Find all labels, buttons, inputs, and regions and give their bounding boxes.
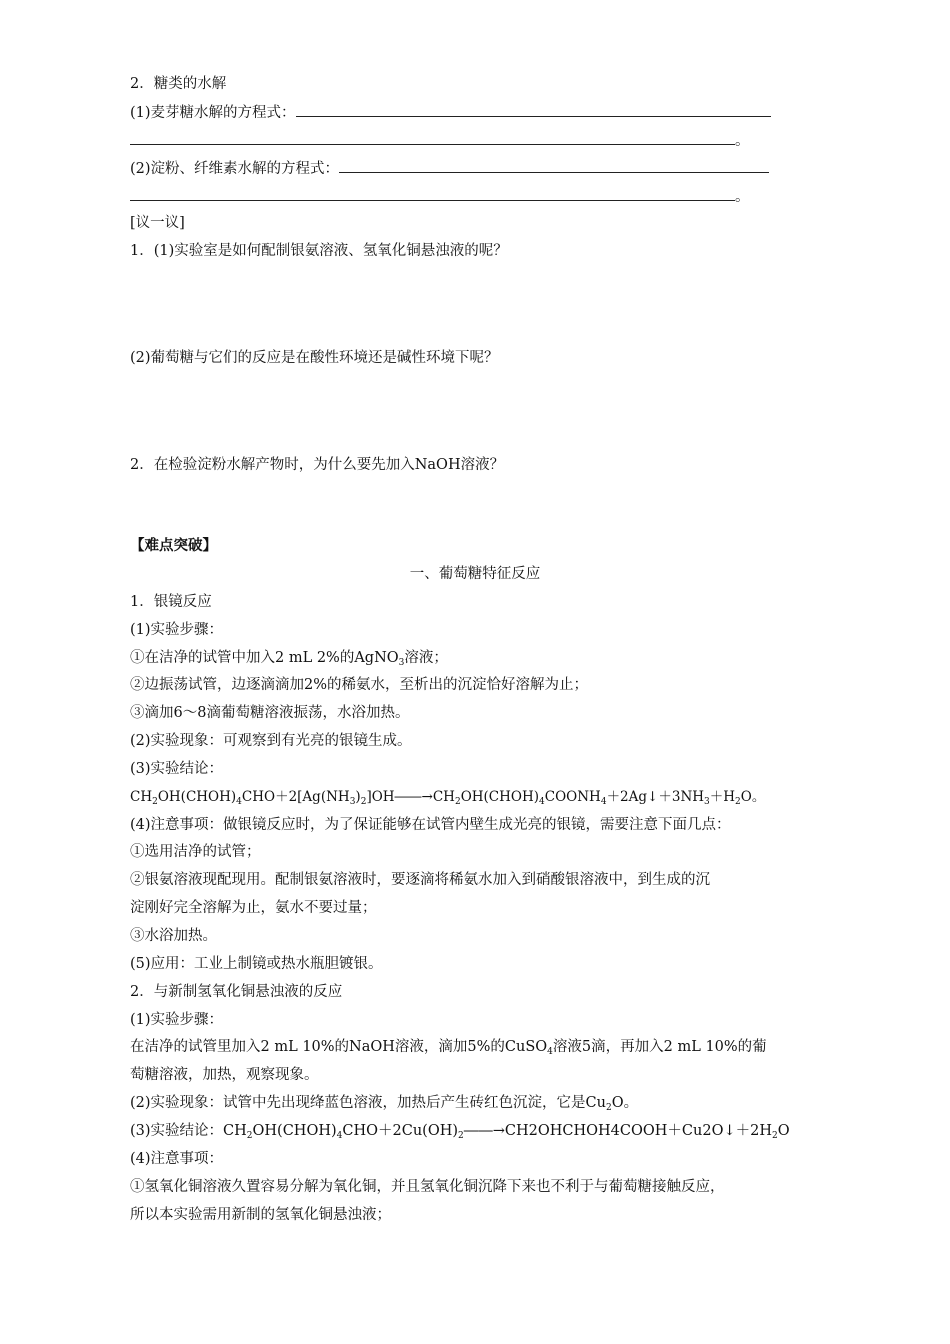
copper-notes-title: (4)注意事项： <box>130 1151 224 1167</box>
discuss-question-1a: 1．(1)实验室是如何配制银氨溶液、氢氧化铜悬浊液的呢？ <box>130 243 508 259</box>
subscript: 4 <box>547 1047 553 1057</box>
review-question-1-continued <box>130 130 750 151</box>
silver-note-2a: ②银氨溶液现配现用。配制银氨溶液时，要逐滴将稀氨水加入到硝酸银溶液中，到生成的沉 <box>130 872 710 888</box>
subscript: 3 <box>704 797 710 807</box>
silver-step-1-text-end: 溶液； <box>404 650 448 666</box>
copper-heading: 2．与新制氢氧化铜悬浊液的反应 <box>130 984 343 1000</box>
copper-note-1b: 所以本实验需用新制的氢氧化铜悬浊液； <box>130 1207 391 1223</box>
eq-part: OH(CHOH) <box>460 789 540 805</box>
silver-steps-title: (1)实验步骤： <box>130 622 224 638</box>
subscript: 2 <box>246 1131 253 1141</box>
review-question-2-label: (2)淀粉、纤维素水解的方程式： <box>130 161 340 177</box>
silver-mirror-heading: 1．银镜反应 <box>130 594 212 610</box>
copper-phenomenon <box>130 1093 638 1113</box>
copper-step-a <box>130 1037 767 1057</box>
eq-part: ) <box>355 789 361 805</box>
silver-note-2b: 淀刚好完全溶解为止，氨水不要过量； <box>130 900 377 916</box>
copper-step-text: 溶液5滴，再加入2 mL 10%的葡 <box>552 1039 767 1055</box>
review-question-1-label: (1)麦芽糖水解的方程式： <box>130 105 296 121</box>
answer-blank <box>130 186 735 201</box>
eq-part: ――→CH2OHCHOH4COOH＋Cu2O↓＋2H <box>463 1123 772 1139</box>
eq-part: CHO＋2[Ag(NH <box>241 789 350 805</box>
subscript: 3 <box>398 658 405 668</box>
eq-part: ＋H <box>709 789 736 805</box>
copper-step-text: 在洁净的试管里加入2 mL 10%的NaOH溶液，滴加5%的CuSO <box>130 1039 548 1055</box>
discuss-heading: [议一议] <box>130 215 185 231</box>
eq-part: O <box>777 1123 790 1139</box>
eq-part: ＋2Ag↓＋3NH <box>606 789 705 805</box>
subscript: 2 <box>152 797 158 807</box>
eq-part: OH(CHOH) <box>252 1123 337 1139</box>
silver-notes-title: (4)注意事项：做银镜反应时，为了保证能够在试管内壁生成光亮的银镜，需要注意下面几点： <box>130 817 731 833</box>
breakthrough-heading: 【难点突破】 <box>130 537 217 554</box>
eq-part: COONH <box>544 789 601 805</box>
subscript: 2 <box>735 797 741 807</box>
copper-phenomenon-text: (2)实验现象：试管中先出现绛蓝色溶液，加热后产生砖红色沉淀，它是Cu <box>130 1095 606 1111</box>
end-mark: 。 <box>735 189 750 205</box>
discuss-question-2: 2．在检验淀粉水解产物时，为什么要先加入NaOH溶液？ <box>130 457 505 473</box>
review-question-2 <box>130 158 769 179</box>
copper-steps-title: (1)实验步骤： <box>130 1012 224 1028</box>
end-mark: 。 <box>735 133 750 149</box>
copper-conclusion <box>130 1121 790 1141</box>
silver-equation <box>130 787 765 807</box>
review-question-2-continued <box>130 186 750 207</box>
answer-blank <box>130 130 735 145</box>
subscript: 3 <box>349 797 356 807</box>
copper-phenomenon-text: O。 <box>611 1095 639 1111</box>
eq-part: CHO＋2Cu(OH) <box>342 1123 459 1139</box>
subscript: 4 <box>236 797 242 807</box>
copper-note-1a: ①氢氧化铜溶液久置容易分解为氧化铜，并且氢氧化铜沉降下来也不利于与葡萄糖接触反应， <box>130 1179 725 1195</box>
silver-application: (5)应用：工业上制镜或热水瓶胆镀银。 <box>130 956 383 972</box>
subscript: 2 <box>771 1131 778 1141</box>
discuss-question-1b: (2)葡萄糖与它们的反应是在酸性环境还是碱性环境下呢？ <box>130 350 499 366</box>
section-title: 一、葡萄糖特征反应 <box>409 566 541 582</box>
subscript: 2 <box>360 797 367 807</box>
answer-blank <box>296 102 771 117</box>
subscript: 4 <box>336 1131 343 1141</box>
silver-step-2: ②边振荡试管，边逐滴滴加2%的稀氨水，至析出的沉淀恰好溶解为止； <box>130 677 589 693</box>
review-question-1 <box>130 102 771 123</box>
silver-step-1 <box>130 648 448 668</box>
silver-note-1: ①选用洁净的试管； <box>130 844 261 860</box>
review-heading: 2．糖类的水解 <box>130 76 227 92</box>
subscript: 2 <box>605 1103 612 1113</box>
copper-step-b: 萄糖溶液，加热，观察现象。 <box>130 1067 319 1083</box>
answer-blank <box>339 158 769 173</box>
subscript: 2 <box>454 797 461 807</box>
silver-note-3: ③水浴加热。 <box>130 928 217 944</box>
silver-step-3: ③滴加6～8滴葡萄糖溶液振荡，水浴加热。 <box>130 705 410 721</box>
subscript: 2 <box>458 1131 464 1141</box>
silver-step-1-text: ①在洁净的试管中加入2 mL 2%的AgNO <box>130 650 399 666</box>
silver-phenomenon: (2)实验现象：可观察到有光亮的银镜生成。 <box>130 733 412 749</box>
eq-part: O。 <box>740 789 766 805</box>
eq-part: (3)实验结论：CH <box>130 1123 247 1139</box>
eq-part: OH(CHOH) <box>157 789 237 805</box>
silver-conclusion-title: (3)实验结论： <box>130 761 224 777</box>
eq-part: ]OH――→CH <box>366 789 455 805</box>
eq-part: CH <box>130 789 153 805</box>
subscript: 4 <box>539 797 545 807</box>
subscript: 4 <box>600 797 607 807</box>
